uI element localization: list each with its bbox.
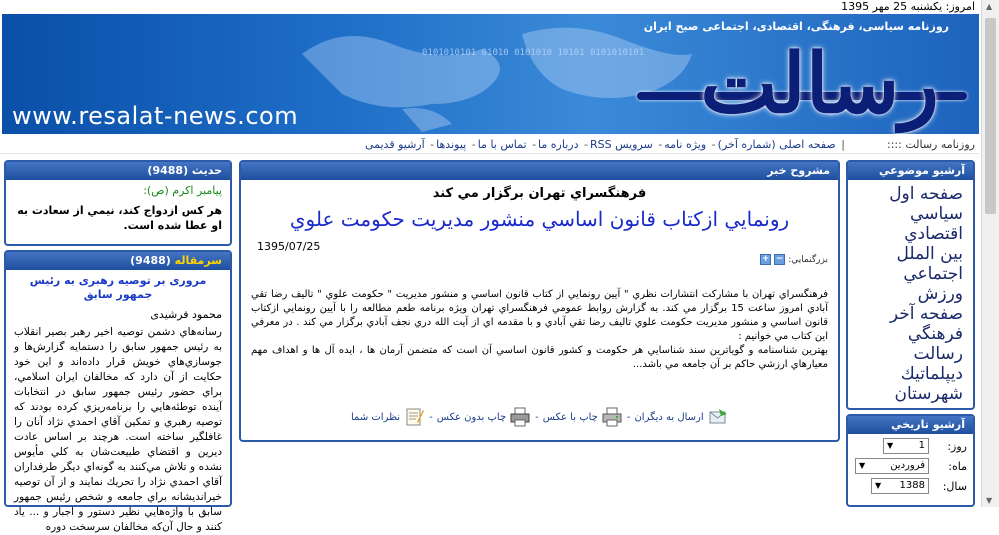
main-nav: [0, 136, 979, 154]
article-tools: ارسال به ديگران - چاپ با عكس - چاپ بدون عكس - نظرات شما: [351, 406, 729, 428]
nav-item-special[interactable]: ویژه نامه: [664, 138, 707, 151]
scroll-down-icon[interactable]: ▼: [986, 496, 993, 505]
editorial-title[interactable]: مروری بر توصیه رهبری به رئیس جمهور سابق: [29, 274, 207, 301]
hadith-header[interactable]: حدیث (9488): [6, 162, 230, 180]
nav-item-home[interactable]: صفحه اصلی (شماره آخر): [717, 138, 836, 151]
site-url: www.resalat-news.com: [12, 102, 299, 130]
news-paragraph: بهترين شناسنامه و گوياترين سند شناسايي هر حكومت و كشور قانون اساسي آن است كه متضمن آرمان ها ، ايده آل ها و اهداف مهم معيارهاي ارزشي حاكم بر آن جامعه مي باشد...: [251, 345, 828, 370]
category-link[interactable]: صفحه اول: [889, 184, 963, 204]
editorial-author: محمود فرشیدی: [150, 308, 222, 321]
category-link[interactable]: شهرستان: [894, 384, 963, 404]
chevron-down-icon: ▼: [859, 461, 866, 470]
editorial-header-label: سرمقاله: [174, 254, 222, 267]
month-row: [848, 454, 973, 474]
zoom-label: بزرگنمايي:: [788, 254, 828, 265]
day-label: روز:: [947, 439, 967, 453]
day-select[interactable]: 1 ▼: [883, 438, 929, 454]
nav-item-old-archive[interactable]: آرشیو قدیمی: [364, 138, 425, 151]
resalat-logo: رسالت: [700, 36, 939, 132]
send-to-others-link[interactable]: [634, 406, 728, 428]
category-link[interactable]: سياسي: [910, 204, 963, 224]
month-label: ماه:: [948, 459, 967, 473]
nav-label: روزنامه رسالت ::::: [887, 138, 975, 151]
send-icon: [707, 406, 729, 428]
category-link[interactable]: صفحه آخر: [889, 304, 963, 324]
send-to-others-label: ارسال به ديگران: [634, 411, 704, 423]
chevron-down-icon: ▼: [887, 441, 894, 450]
nav-item-rss[interactable]: سرویس RSS: [589, 138, 653, 151]
category-list: [848, 180, 973, 404]
comments-label: نظرات شما: [351, 411, 401, 423]
nav-links: | صفحه اصلی (شماره آخر)- ویژه نامه- سرویس RSS- درباره ما- تماس با ما- پیوندها- آرشیو قدیمی: [364, 138, 845, 151]
nav-separator: |: [841, 138, 845, 151]
nav-item-contact[interactable]: تماس با ما: [477, 138, 527, 151]
news-body: [251, 288, 828, 372]
zoom-in-button[interactable]: +: [761, 254, 770, 264]
month-select[interactable]: فروردين ▼: [855, 458, 929, 474]
hadith-text: هر كس ازدواج كند، نيمي از سعادت به او عطا شده است.: [17, 204, 222, 232]
current-date: امروز: یکشنبه 25 مهر 1395: [841, 0, 975, 13]
banner-tagline: روزنامه سیاسی، فرهنگی، اقتصادی، اجتماعی صبح ایران: [643, 20, 949, 33]
day-row: [848, 434, 973, 454]
news-paragraph: فرهنگسراي تهران با مشاركت انتشارات نظري " آيين رونمايي از كتاب قانون اساسي و منشور مديريت " حكومت علوي " تاليف رضا تقي آبادي امروز ساعت 15 برگزار مي كند. به گزارش روابط عمومي فرهنگسراي تهران ويژه برنامه طعم مطالعه را با آيين رونمايي ازكتاب قانون اساسي و منشور مديريت حكومت علوي تاليف رضا تقي آبادي و با مقدمه اي از آيت الله دري نجف آبادي برگزار مي كند . در معرفي اين كتاب مي خوانيم :: [251, 289, 828, 342]
scrollbar-thumb[interactable]: [985, 18, 996, 214]
news-detail-header: مشروح خبر: [241, 162, 838, 180]
date-archive-panel: [846, 414, 975, 507]
printer-icon: [601, 406, 623, 428]
print-with-image-label: چاپ با عكس: [542, 411, 598, 423]
category-link[interactable]: ديپلماتيك: [900, 364, 963, 384]
comment-icon: [403, 406, 425, 428]
hadith-source: پیامبر اکرم (ص):: [143, 184, 222, 197]
topic-archive-header: آرشيو موضوعي: [848, 162, 973, 180]
editorial-header[interactable]: [6, 252, 230, 270]
year-select[interactable]: 1388 ▼: [871, 478, 929, 494]
news-headline: رونمايي ازكتاب قانون اساسي منشور مديريت حكومت علوي: [289, 207, 790, 231]
nav-item-about[interactable]: درباره ما: [538, 138, 579, 151]
year-label: سال:: [942, 479, 967, 493]
site-banner[interactable]: [2, 14, 979, 134]
binary-decoration: 0101010101 01010 0101010 10101 0101010101: [422, 48, 645, 58]
vertical-scrollbar[interactable]: [981, 0, 999, 507]
editorial-header-count: (9488): [130, 254, 171, 267]
chevron-down-icon: ▼: [875, 481, 882, 490]
topic-archive-panel: [846, 160, 975, 410]
category-link[interactable]: اقتصادي: [904, 224, 963, 244]
zoom-controls: [760, 254, 828, 265]
nav-item-links[interactable]: پیوندها: [436, 138, 467, 151]
news-detail-panel: [239, 160, 840, 442]
year-row: [848, 474, 973, 494]
world-map-graphic: [282, 14, 702, 134]
date-archive-header: آرشيو تاريخي: [848, 416, 973, 434]
print-with-image-link[interactable]: [543, 406, 623, 428]
scroll-up-icon[interactable]: ▲: [986, 2, 993, 11]
category-link[interactable]: ورزش: [917, 284, 963, 304]
editorial-text: رسانه‌هاي دشمن توصيه اخير رهبر بصير انقلاب به رئيس جمهور سابق را دستمايه گزارش‌ها و جوسازي‌هاي خويش قرار داده‌اند و اين خود حكايت از آن دارد كه مخالفان ايران اسلامي، براي حضور رئيس جمهور سابق در انتخابات آينده توطئه‌هايي را برنامه‌ريزي كرده بودند كه توصيه رهبري و تمكين آقاي احمدي نژاد آنان را غافلگير ساخته است. هرچند بر اساس عادت ديرين و اقتضاي طبيعت‌شان به كلي مأيوس نشده و تلاش مي‌كنند به گونه‌اي ديگر طرفداران آقاي احمدي نژاد را تحريك نمايند و از آن توصيه خيرانديشانه براي جامعه و شخص رئيس جمهور سابق با واژه‌هايي نظير دستور و اجبار و ... ياد كنند و حال آن‌كه مخالفان سرسخت دوره: [14, 326, 222, 533]
category-link[interactable]: بين الملل: [896, 244, 963, 264]
print-without-image-link[interactable]: [437, 406, 531, 428]
hadith-panel: [4, 160, 232, 246]
zoom-out-button[interactable]: −: [775, 254, 784, 264]
news-date: 1395/07/25: [257, 240, 321, 253]
print-without-image-label: چاپ بدون عكس: [436, 411, 507, 423]
category-link[interactable]: فرهنگي: [907, 324, 963, 344]
printer-icon: [509, 406, 531, 428]
comments-link[interactable]: [351, 406, 425, 428]
news-kicker: فرهنگسراي تهران برگزار مي كند: [432, 186, 647, 201]
category-link[interactable]: اجتماعي: [903, 264, 963, 284]
category-link[interactable]: رسالت: [913, 344, 963, 364]
editorial-panel: [4, 250, 232, 533]
